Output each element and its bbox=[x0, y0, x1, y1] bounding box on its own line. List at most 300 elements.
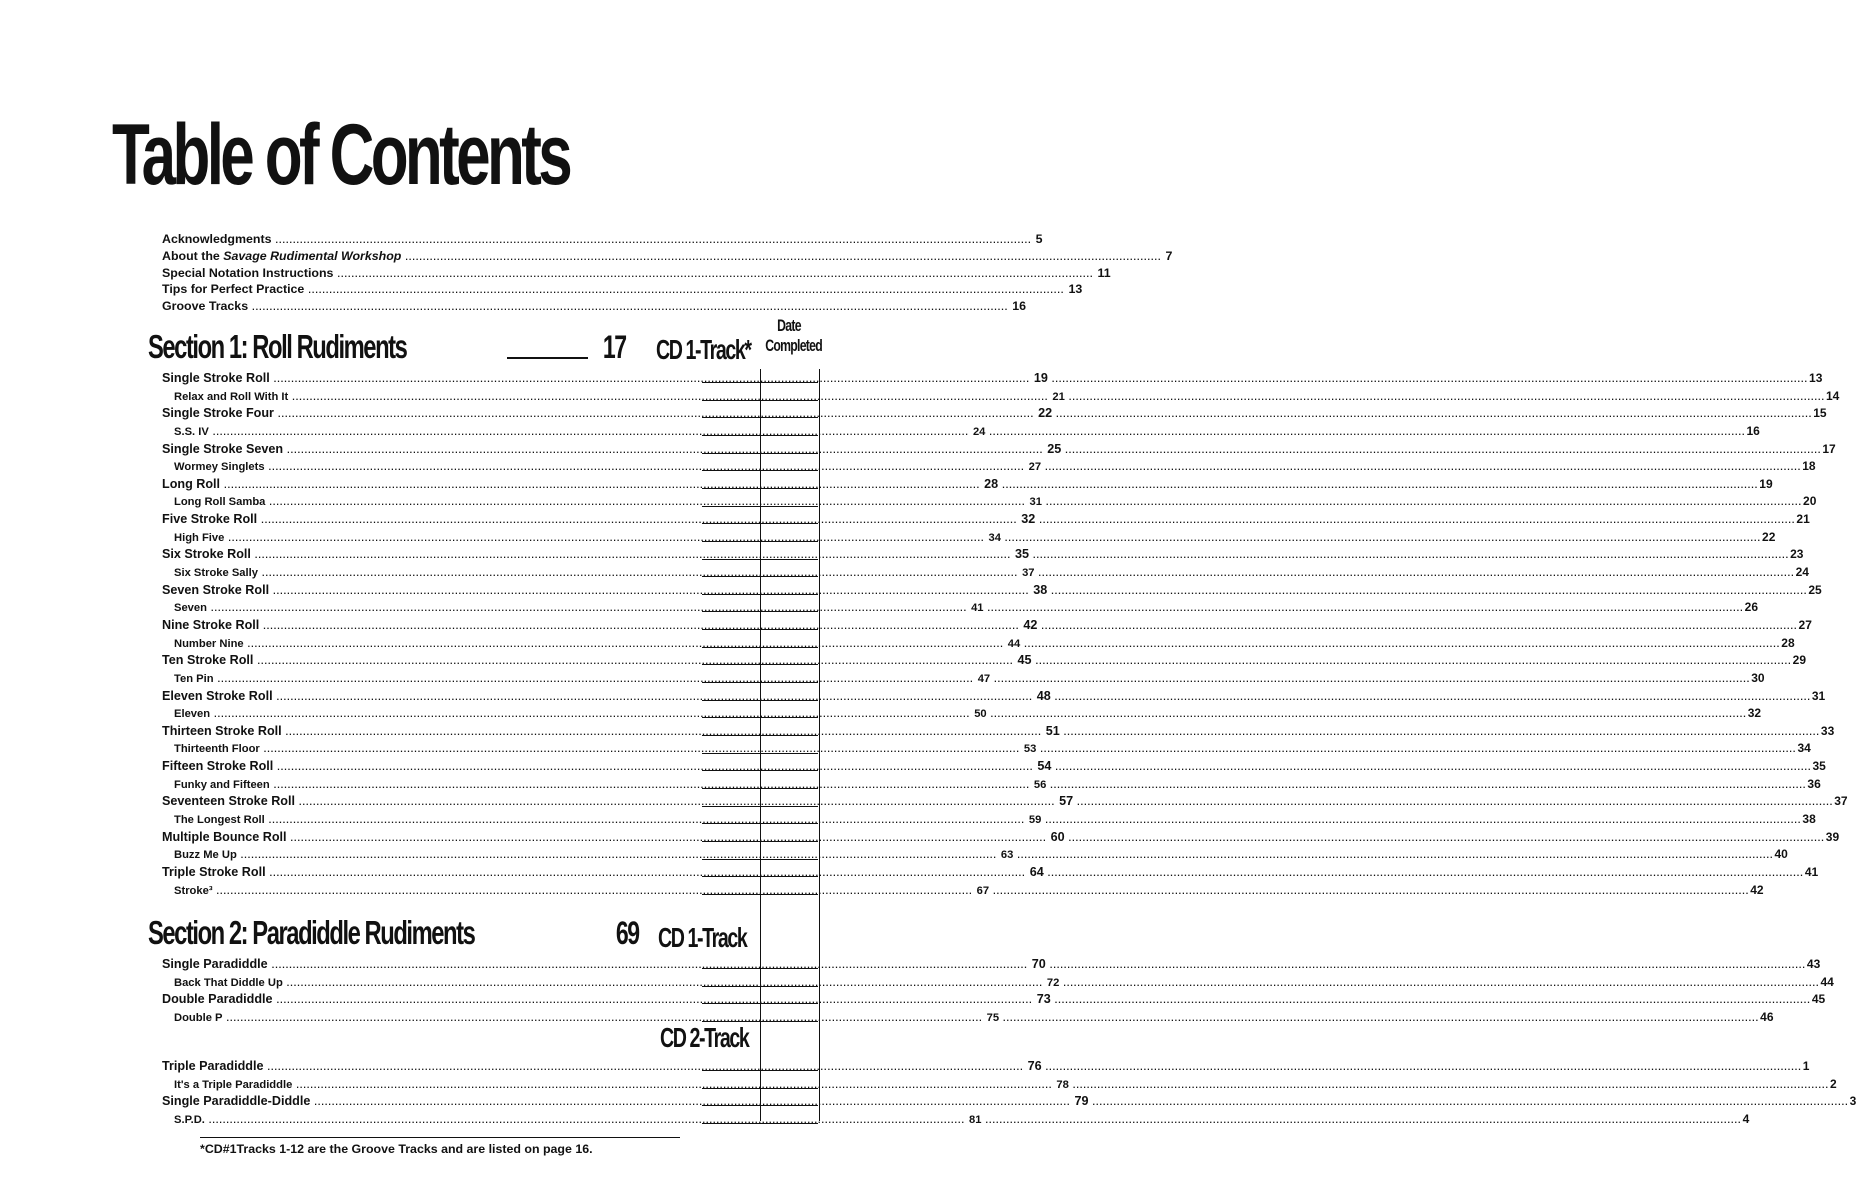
date-tick-line[interactable] bbox=[702, 986, 818, 987]
entry-track bbox=[1065, 830, 1839, 844]
entry-track bbox=[1051, 759, 1825, 773]
entry-main bbox=[162, 461, 1041, 473]
entry-main bbox=[162, 583, 1047, 597]
date-tick-line[interactable] bbox=[702, 611, 818, 612]
entry-label: High Five bbox=[174, 531, 225, 544]
toc-subentry[interactable] bbox=[162, 600, 1758, 618]
toc-entry[interactable] bbox=[162, 992, 1826, 1010]
dot-leader bbox=[291, 833, 1047, 843]
entry-page: 37 bbox=[1022, 567, 1035, 580]
toc-entry[interactable] bbox=[162, 794, 1848, 812]
dot-leader bbox=[277, 692, 1033, 702]
track-number: 31 bbox=[1811, 688, 1826, 703]
entry-track bbox=[1029, 547, 1803, 561]
dot-leader bbox=[213, 427, 969, 437]
dot-leader bbox=[1055, 692, 1811, 702]
date-tick-line[interactable] bbox=[702, 488, 818, 489]
toc-entry[interactable] bbox=[162, 1094, 1856, 1112]
entry-page: 57 bbox=[1059, 794, 1074, 809]
entry-page: 5 bbox=[1035, 232, 1043, 246]
entry-track bbox=[1065, 389, 1839, 403]
track-number: 17 bbox=[1822, 441, 1836, 456]
toc-entry[interactable] bbox=[162, 476, 1773, 495]
track-number: 23 bbox=[1790, 547, 1804, 562]
entry-main bbox=[162, 512, 1035, 526]
entry-track bbox=[987, 706, 1761, 720]
entry-label: Five Stroke Roll bbox=[162, 512, 258, 527]
toc-subentry[interactable] bbox=[162, 1009, 1774, 1028]
dot-leader bbox=[217, 886, 973, 896]
entry-main bbox=[162, 743, 1036, 755]
toc-entry[interactable] bbox=[162, 723, 1835, 742]
entry-page: 35 bbox=[1015, 547, 1030, 562]
dot-leader bbox=[263, 621, 1019, 631]
entry-label: Number Nine bbox=[174, 637, 244, 650]
dot-leader bbox=[218, 674, 974, 684]
entry-track bbox=[999, 1010, 1773, 1024]
entry-track bbox=[1042, 1059, 1810, 1073]
entry-main bbox=[162, 371, 1048, 385]
track-number: 16 bbox=[1746, 423, 1760, 438]
toc-subentry[interactable] bbox=[162, 1076, 1837, 1095]
footnote-rule bbox=[200, 1137, 680, 1138]
entry-label: Stroke³ bbox=[174, 884, 213, 897]
entry-main bbox=[162, 547, 1029, 561]
entry-main bbox=[162, 567, 1035, 579]
entry-main bbox=[162, 638, 1020, 650]
date-tick-line[interactable] bbox=[702, 541, 818, 542]
entry-track bbox=[1041, 459, 1815, 473]
entry-page: 16 bbox=[1012, 299, 1026, 314]
date-tick-line[interactable] bbox=[702, 1021, 818, 1022]
entry-page: 28 bbox=[984, 476, 999, 491]
entry-track bbox=[985, 424, 1759, 438]
dot-leader bbox=[991, 709, 1747, 719]
toc-entry[interactable] bbox=[162, 864, 1819, 883]
entry-main bbox=[162, 1114, 981, 1126]
toc-entry[interactable] bbox=[162, 688, 1826, 707]
track-number: 26 bbox=[1744, 600, 1758, 615]
date-tick-line[interactable] bbox=[702, 735, 818, 736]
date-tick-line[interactable] bbox=[702, 576, 818, 577]
dot-leader bbox=[272, 960, 1028, 970]
toc-entry[interactable] bbox=[162, 1059, 1810, 1077]
section-2-cd2-entries bbox=[162, 1059, 1856, 1130]
date-tick-line[interactable] bbox=[702, 770, 818, 771]
dot-leader bbox=[257, 656, 1013, 666]
section-rule bbox=[507, 357, 589, 359]
track-number: 33 bbox=[1820, 723, 1835, 738]
section-title: Section 1: Roll Rudiments bbox=[148, 328, 407, 365]
entry-page: 27 bbox=[1028, 461, 1042, 474]
entry-label: Single Paradiddle bbox=[162, 957, 268, 971]
entry-label: Ten Pin bbox=[174, 672, 214, 685]
entry-track bbox=[1069, 1077, 1837, 1091]
dot-leader bbox=[273, 586, 1029, 596]
track-number: 40 bbox=[1774, 847, 1788, 862]
toc-subentry[interactable] bbox=[162, 706, 1762, 724]
dot-leader bbox=[1052, 374, 1808, 384]
entry-track bbox=[1037, 618, 1811, 632]
book-title: Savage Rudimental Workshop bbox=[223, 248, 402, 263]
entry-track bbox=[1073, 794, 1847, 808]
entry-main bbox=[162, 865, 1044, 879]
entry-main bbox=[162, 442, 1061, 456]
track-number: 32 bbox=[1747, 706, 1762, 721]
toc-subentry[interactable] bbox=[162, 423, 1760, 442]
entry-track bbox=[1032, 653, 1806, 667]
dot-leader bbox=[1046, 1062, 1802, 1072]
entry-track bbox=[1060, 724, 1834, 738]
toc-subentry[interactable] bbox=[162, 776, 1821, 795]
entry-main bbox=[162, 759, 1051, 773]
entry-page: 79 bbox=[1074, 1094, 1089, 1109]
entry-page: 78 bbox=[1056, 1078, 1069, 1091]
toc-subentry[interactable] bbox=[162, 494, 1817, 512]
date-tick-line[interactable] bbox=[702, 1088, 818, 1089]
entry-page: 75 bbox=[986, 1011, 1000, 1024]
dot-leader bbox=[1073, 1080, 1829, 1090]
date-tick-line[interactable] bbox=[702, 788, 818, 789]
track-number: 45 bbox=[1811, 992, 1826, 1007]
entry-track bbox=[1048, 371, 1822, 385]
toc-entry[interactable] bbox=[162, 512, 1810, 530]
entry-label: Triple Paradiddle bbox=[162, 1059, 264, 1073]
entry-label: Eleven Stroke Roll bbox=[162, 688, 273, 703]
date-tick-line[interactable] bbox=[702, 841, 818, 842]
dot-leader bbox=[1039, 515, 1795, 525]
dot-leader bbox=[994, 674, 1750, 684]
date-tick-line[interactable] bbox=[702, 823, 818, 824]
dot-leader bbox=[1055, 995, 1811, 1005]
date-tick-line[interactable] bbox=[702, 876, 818, 877]
dot-leader bbox=[262, 568, 1018, 578]
toc-subentry[interactable] bbox=[162, 565, 1809, 583]
date-tick-line[interactable] bbox=[702, 435, 818, 436]
entry-label: Long Roll Samba bbox=[174, 496, 266, 509]
entry-track bbox=[1035, 512, 1809, 526]
entry-main bbox=[162, 992, 1051, 1006]
dot-leader bbox=[267, 1062, 1023, 1072]
toc-subentry[interactable] bbox=[162, 812, 1816, 830]
dot-leader bbox=[1003, 1013, 1759, 1023]
date-completed-header: Date Completed bbox=[765, 316, 823, 355]
date-tick-line[interactable] bbox=[702, 1003, 818, 1004]
dot-leader bbox=[286, 727, 1042, 737]
entry-page: 13 bbox=[1068, 282, 1083, 297]
toc-subentry[interactable] bbox=[162, 882, 1764, 901]
entry-label: Wormey Singlets bbox=[174, 461, 265, 474]
track-number: 24 bbox=[1795, 565, 1809, 580]
section-title: Section 2: Paradiddle Rudiments bbox=[148, 914, 475, 951]
entry-page: 50 bbox=[974, 708, 987, 721]
entry-track bbox=[1035, 565, 1809, 579]
entry-track bbox=[1051, 689, 1825, 703]
entry-label: Fifteen Stroke Roll bbox=[162, 759, 274, 774]
track-number: 37 bbox=[1834, 794, 1848, 809]
entry-page: 21 bbox=[1052, 390, 1065, 403]
entry-label: Single Stroke Four bbox=[162, 406, 274, 421]
entry-page: 60 bbox=[1050, 829, 1065, 844]
track-number: 13 bbox=[1809, 371, 1823, 385]
dot-leader bbox=[274, 374, 1030, 384]
dot-leader bbox=[209, 1115, 965, 1125]
dot-leader bbox=[269, 462, 1025, 472]
date-tick-line[interactable] bbox=[702, 968, 818, 969]
entry-label: About the Savage Rudimental Workshop bbox=[162, 248, 402, 263]
entry-main bbox=[162, 830, 1065, 844]
entry-main bbox=[162, 1012, 999, 1024]
entry-page: 11 bbox=[1097, 265, 1111, 280]
entry-label: Double P bbox=[174, 1011, 223, 1024]
entry-track bbox=[984, 600, 1758, 614]
dot-leader bbox=[988, 603, 1744, 613]
toc-entry[interactable] bbox=[162, 299, 1026, 316]
entry-label: Relax and Roll With It bbox=[174, 390, 289, 403]
toc-entry[interactable] bbox=[162, 957, 1821, 975]
dot-leader bbox=[278, 409, 1034, 419]
entry-main bbox=[162, 1094, 1088, 1108]
dot-leader bbox=[1050, 780, 1806, 790]
toc-entry[interactable] bbox=[162, 759, 1826, 777]
dot-leader bbox=[277, 762, 1033, 772]
entry-page: 42 bbox=[1023, 617, 1038, 632]
toc-subentry[interactable] bbox=[162, 670, 1765, 689]
date-tick-line[interactable] bbox=[702, 400, 818, 401]
toc-entry[interactable] bbox=[162, 406, 1827, 424]
track-number: 27 bbox=[1798, 617, 1812, 632]
entry-main bbox=[162, 532, 1001, 544]
date-tick-line[interactable] bbox=[702, 647, 818, 648]
dot-leader bbox=[1040, 744, 1796, 754]
toc-subentry[interactable] bbox=[162, 1111, 1750, 1130]
entry-main bbox=[162, 689, 1051, 703]
entry-page: 38 bbox=[1033, 582, 1048, 597]
entry-main bbox=[162, 602, 984, 614]
entry-label: Thirteenth Floor bbox=[174, 743, 260, 756]
date-tick-line[interactable] bbox=[702, 417, 818, 418]
dot-leader bbox=[308, 285, 1064, 295]
track-number: 1 bbox=[1802, 1059, 1810, 1073]
toc-entry[interactable] bbox=[162, 248, 1173, 266]
entry-label: Acknowledgments bbox=[162, 232, 272, 246]
dot-leader bbox=[275, 235, 1031, 245]
date-tick-line[interactable] bbox=[702, 717, 818, 718]
dot-leader bbox=[270, 868, 1026, 878]
entry-label: It's a Triple Paradiddle bbox=[174, 1078, 293, 1091]
entry-label: Multiple Bounce Roll bbox=[162, 829, 287, 844]
dot-leader bbox=[214, 709, 970, 719]
track-number: 46 bbox=[1760, 1009, 1774, 1024]
toc-entry[interactable] bbox=[162, 653, 1807, 671]
date-tick-line[interactable] bbox=[702, 559, 818, 560]
dot-leader bbox=[211, 603, 967, 613]
dot-leader bbox=[1050, 960, 1806, 970]
entry-page: 67 bbox=[976, 884, 990, 897]
dot-leader bbox=[985, 1115, 1741, 1125]
toc-entry[interactable] bbox=[162, 371, 1823, 389]
entry-main bbox=[162, 794, 1073, 808]
entry-page: 54 bbox=[1037, 759, 1052, 774]
entry-page: 81 bbox=[969, 1113, 982, 1126]
entry-page: 22 bbox=[1038, 406, 1053, 421]
dot-leader bbox=[228, 533, 984, 543]
dot-leader bbox=[1064, 727, 1820, 737]
toc-subentry[interactable] bbox=[162, 635, 1795, 654]
toc-subentry[interactable] bbox=[162, 741, 1811, 759]
dot-leader bbox=[255, 550, 1011, 560]
track-number: 39 bbox=[1825, 829, 1840, 844]
entry-main bbox=[162, 406, 1052, 420]
page-title: Table of Contents bbox=[112, 107, 570, 203]
entry-label: Eleven bbox=[174, 708, 211, 721]
toc-entry[interactable] bbox=[162, 829, 1840, 848]
track-number: 18 bbox=[1802, 459, 1816, 474]
entry-main bbox=[162, 779, 1046, 791]
entry-label: Buzz Me Up bbox=[174, 849, 237, 862]
toc-subentry[interactable] bbox=[162, 847, 1788, 865]
dot-leader bbox=[1069, 392, 1825, 402]
toc-entry[interactable] bbox=[162, 265, 1111, 283]
dot-leader bbox=[224, 480, 980, 490]
dot-leader bbox=[226, 1013, 982, 1023]
entry-label: Single Stroke Seven bbox=[162, 441, 284, 456]
entry-page: 19 bbox=[1033, 371, 1048, 385]
entry-label: Single Stroke Roll bbox=[162, 371, 270, 385]
entry-track bbox=[1088, 1094, 1856, 1108]
toc-subentry[interactable] bbox=[162, 388, 1840, 407]
entry-track bbox=[1013, 847, 1787, 861]
date-tick-line[interactable] bbox=[702, 1070, 818, 1071]
entry-label: Long Roll bbox=[162, 476, 221, 491]
dot-leader bbox=[292, 392, 1048, 402]
date-tick-line[interactable] bbox=[702, 682, 818, 683]
date-tick-line[interactable] bbox=[702, 1123, 818, 1124]
date-tick-line[interactable] bbox=[702, 453, 818, 454]
entry-main bbox=[162, 885, 989, 897]
section-2-cd1-entries bbox=[162, 957, 1834, 1028]
toc-entry[interactable] bbox=[162, 441, 1836, 460]
entry-main bbox=[162, 477, 998, 491]
date-tick-line[interactable] bbox=[702, 1105, 818, 1106]
date-tick-line[interactable] bbox=[702, 523, 818, 524]
entry-page: 47 bbox=[977, 672, 991, 685]
track-number: 4 bbox=[1742, 1111, 1750, 1126]
track-number: 29 bbox=[1792, 653, 1807, 668]
dot-leader bbox=[277, 995, 1033, 1005]
entry-track bbox=[1042, 494, 1816, 508]
toc-subentry[interactable] bbox=[162, 974, 1834, 993]
date-tick-line[interactable] bbox=[702, 594, 818, 595]
entry-track bbox=[1059, 975, 1833, 989]
entry-main bbox=[162, 673, 990, 685]
date-tick-line[interactable] bbox=[702, 859, 818, 860]
entry-page: 56 bbox=[1033, 778, 1047, 791]
entry-track bbox=[1046, 777, 1820, 791]
entry-page: 45 bbox=[1017, 653, 1032, 668]
track-number: 41 bbox=[1804, 864, 1819, 879]
dot-leader bbox=[1056, 409, 1812, 419]
date-tick-line[interactable] bbox=[702, 806, 818, 807]
entry-page: 32 bbox=[1021, 512, 1036, 527]
entry-label: Tips for Perfect Practice bbox=[162, 282, 305, 297]
entry-page: 48 bbox=[1036, 688, 1051, 703]
entry-page: 34 bbox=[988, 531, 1001, 544]
dot-leader bbox=[269, 815, 1025, 825]
entry-label: Ten Stroke Roll bbox=[162, 653, 254, 668]
track-number: 19 bbox=[1759, 476, 1773, 491]
entry-page: 41 bbox=[971, 602, 984, 615]
date-tick-line[interactable] bbox=[702, 664, 818, 665]
entry-page: 25 bbox=[1047, 441, 1062, 456]
dot-leader bbox=[261, 515, 1017, 525]
dot-leader bbox=[264, 744, 1020, 754]
toc-entry[interactable] bbox=[162, 547, 1804, 565]
toc-entry[interactable] bbox=[162, 282, 1083, 299]
dot-leader bbox=[337, 269, 1093, 279]
entry-track bbox=[998, 477, 1772, 491]
entry-main bbox=[162, 708, 987, 720]
dot-leader bbox=[314, 1097, 1070, 1107]
entry-track bbox=[1052, 406, 1826, 420]
track-number: 20 bbox=[1803, 494, 1817, 509]
track-number: 30 bbox=[1751, 670, 1765, 685]
dot-leader bbox=[1045, 462, 1801, 472]
entry-label: Seven Stroke Roll bbox=[162, 582, 270, 597]
entry-track bbox=[1020, 636, 1794, 650]
date-tick-line[interactable] bbox=[702, 753, 818, 754]
entry-main bbox=[162, 1059, 1042, 1073]
date-tick-line[interactable] bbox=[702, 629, 818, 630]
toc-entry[interactable] bbox=[162, 232, 1043, 249]
toc-subentry[interactable] bbox=[162, 459, 1816, 477]
toc-subentry[interactable] bbox=[162, 529, 1776, 548]
entry-page: 64 bbox=[1029, 864, 1044, 879]
entry-page: 24 bbox=[972, 425, 986, 438]
dot-leader bbox=[1041, 621, 1797, 631]
date-tick-line[interactable] bbox=[702, 470, 818, 471]
entry-page: 53 bbox=[1023, 743, 1037, 756]
track-number: 28 bbox=[1781, 635, 1795, 650]
dot-leader bbox=[1048, 868, 1804, 878]
toc-entry[interactable] bbox=[162, 582, 1822, 601]
dot-leader bbox=[1063, 978, 1819, 988]
toc-entry[interactable] bbox=[162, 617, 1812, 636]
entry-track bbox=[981, 1112, 1749, 1126]
entry-label: Six Stroke Roll bbox=[162, 547, 251, 562]
entry-page: 59 bbox=[1028, 814, 1042, 827]
entry-label: Triple Stroke Roll bbox=[162, 864, 266, 879]
date-tick-line[interactable] bbox=[702, 506, 818, 507]
dot-leader bbox=[274, 780, 1030, 790]
dot-leader bbox=[1065, 445, 1821, 455]
entry-page: 63 bbox=[1000, 849, 1014, 862]
entry-label: Six Stroke Sally bbox=[174, 567, 258, 580]
section-1-header bbox=[148, 330, 626, 363]
dot-leader bbox=[1033, 550, 1789, 560]
entry-main bbox=[162, 618, 1037, 632]
dot-leader bbox=[1002, 480, 1758, 490]
entry-page: 73 bbox=[1036, 992, 1051, 1007]
date-tick-line[interactable] bbox=[702, 382, 818, 383]
dot-leader bbox=[287, 445, 1043, 455]
footnote: *CD#1Tracks 1-12 are the Groove Tracks and are listed on page 16. bbox=[200, 1142, 593, 1156]
entry-main bbox=[162, 496, 1042, 508]
date-tick-line[interactable] bbox=[702, 894, 818, 895]
entry-main bbox=[162, 849, 1013, 861]
date-tick-line[interactable] bbox=[702, 700, 818, 701]
entry-main bbox=[162, 977, 1059, 989]
